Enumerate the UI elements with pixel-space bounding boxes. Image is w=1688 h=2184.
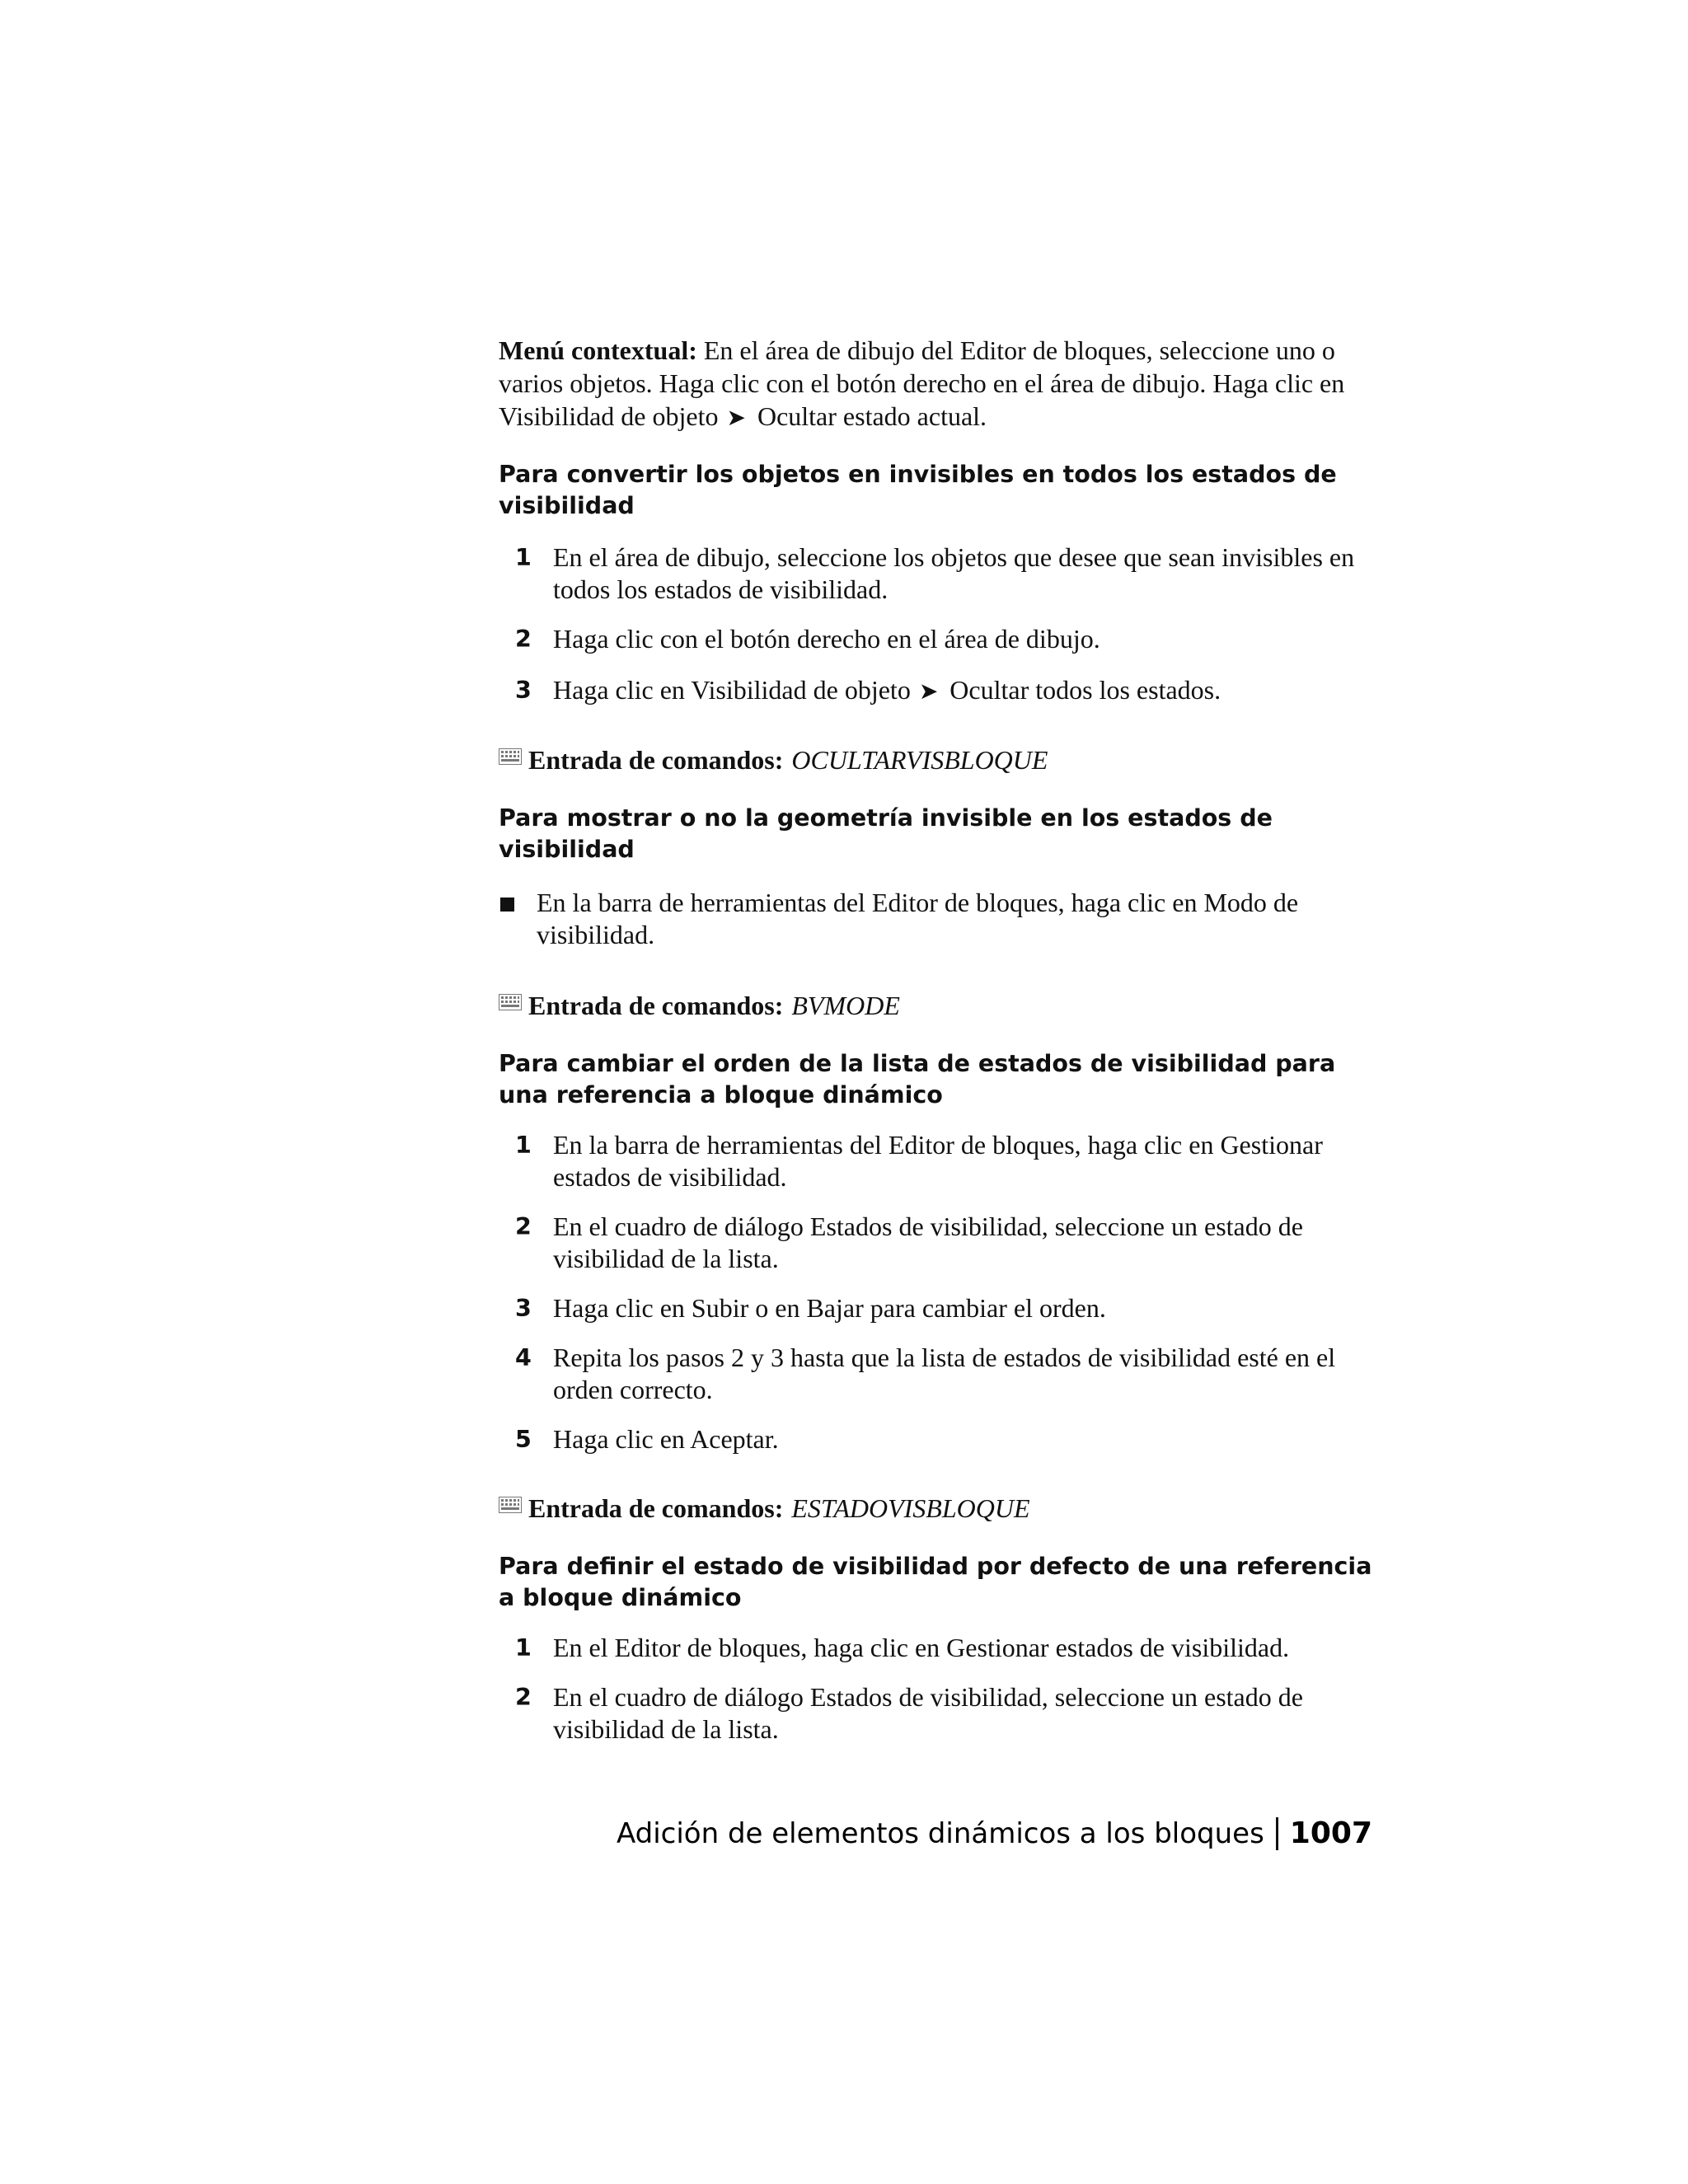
step-number: 2 — [515, 1213, 532, 1240]
command-label: Entrada de comandos: — [528, 745, 784, 775]
keyboard-icon — [499, 994, 522, 1010]
step-number: 1 — [515, 1132, 532, 1159]
step-item — [499, 1342, 1372, 1406]
command-label: Entrada de comandos: — [528, 1493, 784, 1523]
command-value: ESTADOVISBLOQUE — [791, 1493, 1030, 1523]
step-item — [499, 1211, 1372, 1275]
step-number: 5 — [515, 1426, 532, 1453]
step-number: 2 — [515, 1684, 532, 1711]
step-text-end: Ocultar todos los estados. — [950, 675, 1221, 705]
context-menu-text-end: Ocultar estado actual. — [757, 401, 987, 431]
step-item — [499, 1681, 1372, 1746]
step-text: En la barra de herramientas del Editor de bloques, haga clic en Gestionar estados de visibilidad. — [553, 1130, 1323, 1192]
command-value: BVMODE — [791, 991, 900, 1020]
step-text: Haga clic con el botón derecho en el área de dibujo. — [553, 624, 1100, 654]
step-item — [499, 1129, 1372, 1193]
step-number: 3 — [515, 1295, 532, 1322]
step-text: Haga clic en Subir o en Bajar para cambiar el orden. — [553, 1293, 1106, 1323]
page-footer — [617, 1816, 1372, 1852]
step-text: Haga clic en Visibilidad de objeto — [553, 675, 911, 705]
step-number: 1 — [515, 1634, 532, 1661]
section-heading-change-order: Para cambiar el orden de la lista de estados de visibilidad para una referencia a bloque dinámico — [499, 1050, 1336, 1108]
keyboard-icon — [499, 1497, 522, 1513]
arrow-icon: ➤ — [726, 404, 746, 431]
arrow-icon: ➤ — [918, 677, 939, 705]
context-menu-paragraph — [499, 334, 1372, 434]
step-text: Haga clic en Aceptar. — [553, 1424, 779, 1454]
context-menu-label: Menú contextual: — [499, 335, 697, 365]
step-number: 1 — [515, 544, 532, 571]
context-menu-text: En el área de dibujo del Editor de bloques, seleccione uno o varios objetos. Haga clic con el botón derecho en el área de dibujo. Haga clic en Visibilidad de objeto — [499, 335, 1345, 431]
step-item — [499, 1292, 1372, 1324]
step-text: Repita los pasos 2 y 3 hasta que la lista de estados de visibilidad esté en el orden correcto. — [553, 1343, 1336, 1404]
section-heading-invisible-all: Para convertir los objetos en invisibles en todos los estados de visibilidad — [499, 461, 1337, 519]
steps-list-change-order — [499, 1129, 1372, 1455]
steps-list-invisible-all — [499, 541, 1372, 707]
bullet-item — [499, 887, 1372, 951]
command-entry — [499, 1492, 1372, 1525]
command-entry — [499, 989, 1372, 1022]
square-bullet-icon — [500, 898, 514, 912]
section-heading-default-state: Para definir el estado de visibilidad por defecto de una referencia a bloque dinámico — [499, 1553, 1372, 1611]
footer-divider — [1276, 1817, 1278, 1850]
chapter-title: Adición de elementos dinámicos a los bloques — [616, 1817, 1264, 1850]
step-item — [499, 541, 1372, 606]
keyboard-icon — [499, 748, 522, 765]
steps-list-default-state — [499, 1632, 1372, 1746]
step-text: En el área de dibujo, seleccione los objetos que desee que sean invisibles en todos los estados de visibilidad. — [553, 542, 1355, 604]
command-entry — [499, 743, 1372, 776]
section-heading-show-invisible: Para mostrar o no la geometría invisible en los estados de visibilidad — [499, 804, 1273, 863]
step-text: En el Editor de bloques, haga clic en Gestionar estados de visibilidad. — [553, 1633, 1290, 1662]
step-item — [499, 623, 1372, 655]
step-text: En el cuadro de diálogo Estados de visibilidad, seleccione un estado de visibilidad de la lista. — [553, 1212, 1303, 1273]
bullet-text: En la barra de herramientas del Editor de bloques, haga clic en Modo de visibilidad. — [537, 888, 1299, 949]
step-item — [499, 674, 1372, 707]
step-number: 2 — [515, 626, 532, 653]
step-number: 3 — [515, 677, 532, 704]
command-value: OCULTARVISBLOQUE — [791, 745, 1048, 775]
page-number: 1007 — [1289, 1816, 1372, 1850]
step-text: En el cuadro de diálogo Estados de visibilidad, seleccione un estado de visibilidad de la lista. — [553, 1682, 1303, 1744]
step-item — [499, 1423, 1372, 1455]
step-number: 4 — [515, 1344, 532, 1371]
command-label: Entrada de comandos: — [528, 991, 784, 1020]
step-item — [499, 1632, 1372, 1664]
document-page — [499, 334, 1372, 1746]
